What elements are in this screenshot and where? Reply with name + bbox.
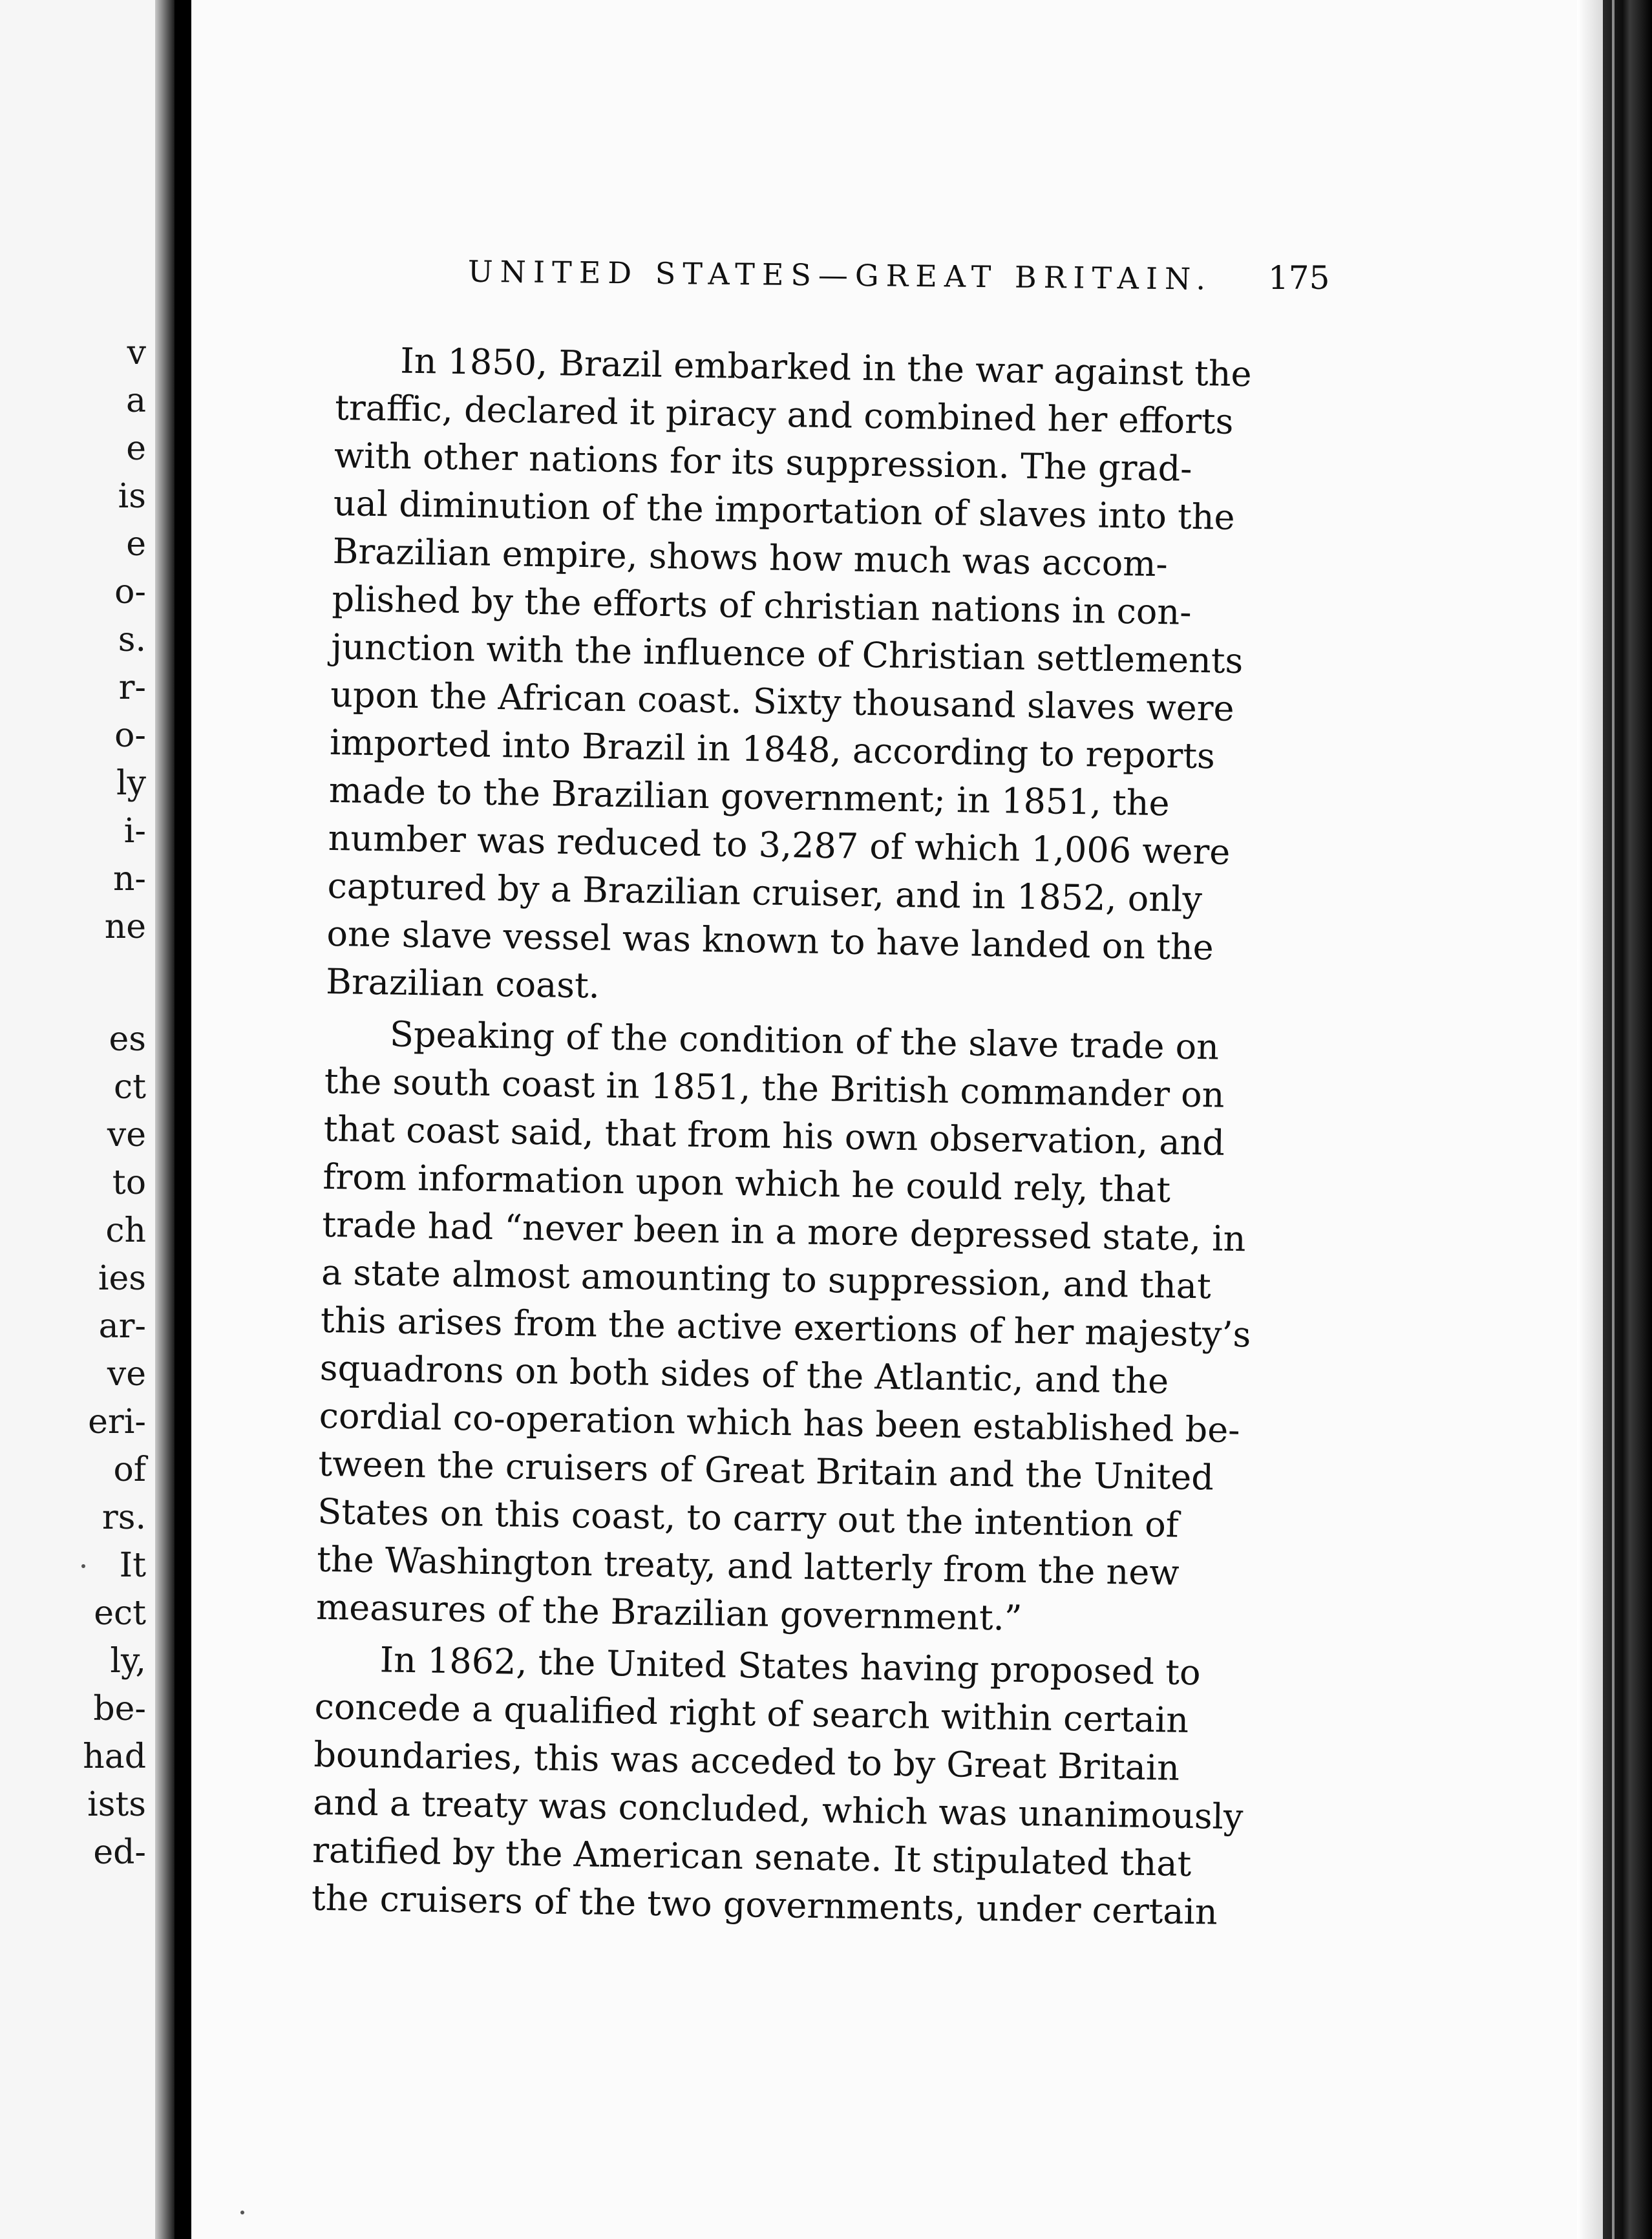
body-text	[310, 336, 1305, 1980]
book-gutter	[175, 0, 191, 2239]
facing-fragment: a	[125, 381, 146, 420]
text-line: captured by a Brazilian cruiser, and in 1852, only	[327, 865, 1203, 920]
text-line: this arises from the active exertions of her majesty’s	[320, 1299, 1251, 1355]
text-line: ual diminution of the importation of slaves into the	[333, 482, 1235, 538]
facing-fragment: ne	[104, 907, 146, 946]
text-line: measures of the Brazilian government.”	[315, 1586, 1022, 1639]
text-line: one slave vessel was known to have landed on the	[326, 913, 1214, 968]
facing-fragment: n-	[112, 860, 146, 898]
page-edge-shadow	[1577, 0, 1603, 2239]
scan-speck	[240, 2211, 244, 2214]
text-line: concede a qualified right of search within certain	[314, 1686, 1189, 1741]
text-line: with other nations for its suppression. The grad-	[334, 434, 1192, 489]
facing-fragment: ly,	[110, 1642, 146, 1681]
facing-fragment: rs.	[101, 1498, 146, 1537]
text-line: made to the Brazilian government; in 1851, the	[328, 769, 1170, 824]
facing-fragment: of	[113, 1450, 146, 1489]
text-line: junction with the influence of Christian settlements	[330, 626, 1244, 682]
text-line: number was reduced to 3,287 of which 1,006 were	[328, 817, 1231, 873]
scan-speck	[81, 1564, 85, 1568]
text-line: plished by the efforts of christian nations in con-	[332, 578, 1192, 633]
text-line: In 1850, Brazil embarked in the war against the	[399, 340, 1253, 395]
facing-fragment: ies	[98, 1259, 146, 1298]
text-line: Speaking of the condition of the slave trade on	[389, 1013, 1220, 1068]
facing-fragment: ar-	[98, 1307, 146, 1346]
gutter-shadow	[155, 0, 175, 2239]
text-line: Brazilian coast.	[325, 960, 600, 1006]
facing-fragment: ed-	[93, 1833, 146, 1872]
facing-fragment: o-	[114, 716, 146, 755]
facing-fragment: had	[83, 1737, 146, 1776]
page-edge-line	[1612, 0, 1615, 2239]
facing-fragment: ly	[116, 764, 146, 803]
text-line: a state almost amounting to suppression, and that	[321, 1251, 1212, 1307]
text-line: and a treaty was concluded, which was unanimously	[312, 1781, 1244, 1838]
facing-fragment: s.	[118, 621, 146, 659]
facing-fragment: v	[127, 334, 146, 372]
running-head: UNITED STATES—GREAT BRITAIN.	[467, 253, 1213, 297]
page-number: 175	[1268, 259, 1330, 297]
text-line: cordial co-operation which has been established be-	[319, 1395, 1240, 1451]
text-line: the cruisers of the two governments, under certain	[311, 1877, 1218, 1933]
facing-fragment: eri-	[88, 1403, 146, 1441]
text-line: Brazilian empire, shows how much was accom-	[332, 530, 1169, 585]
facing-fragment: r-	[118, 668, 146, 707]
text-line: from information upon which he could rely, that	[323, 1156, 1171, 1211]
facing-fragment: is	[118, 477, 146, 516]
facing-fragment: e	[126, 525, 146, 564]
text-line: upon the African coast. Sixty thousand slaves were	[330, 674, 1234, 729]
text-line: States on this coast, to carry out the intention of	[317, 1491, 1180, 1545]
facing-fragment: es	[109, 1020, 146, 1059]
facing-fragment: o-	[114, 573, 146, 611]
facing-fragment: ch	[105, 1211, 146, 1250]
facing-fragment: ists	[87, 1785, 146, 1824]
text-line: the Washington treaty, and latterly from the new	[316, 1538, 1180, 1593]
facing-fragment: ect	[94, 1594, 146, 1633]
facing-fragment: e	[126, 429, 146, 468]
facing-fragment: It	[119, 1546, 146, 1585]
facing-fragment: be-	[93, 1690, 146, 1728]
facing-fragment: i-	[123, 812, 146, 851]
text-line: imported into Brazil in 1848, according to reports	[329, 721, 1216, 777]
text-line: boundaries, this was acceded to by Great Britain	[313, 1734, 1180, 1788]
facing-page-edge	[0, 0, 155, 2239]
text-line: that coast said, that from his own observation, and	[323, 1108, 1225, 1163]
text-line: tween the cruisers of Great Britain and the United	[318, 1443, 1214, 1498]
text-line: squadrons on both sides of the Atlantic, and the	[319, 1347, 1169, 1402]
facing-fragment: ve	[107, 1116, 146, 1154]
facing-fragment: ct	[113, 1068, 146, 1107]
text-line: the south coast in 1851, the British commander on	[324, 1060, 1225, 1116]
facing-fragment: ve	[107, 1355, 146, 1394]
text-line: In 1862, the United States having proposed to	[379, 1639, 1202, 1693]
facing-fragment: to	[112, 1163, 146, 1202]
text-line: trade had “never been in a more depressed state, in	[321, 1204, 1246, 1260]
book-block-edge	[1603, 0, 1652, 2239]
text-line: ratified by the American senate. It stipulated that	[312, 1829, 1192, 1885]
text-line: traffic, declared it piracy and combined her efforts	[334, 387, 1234, 442]
